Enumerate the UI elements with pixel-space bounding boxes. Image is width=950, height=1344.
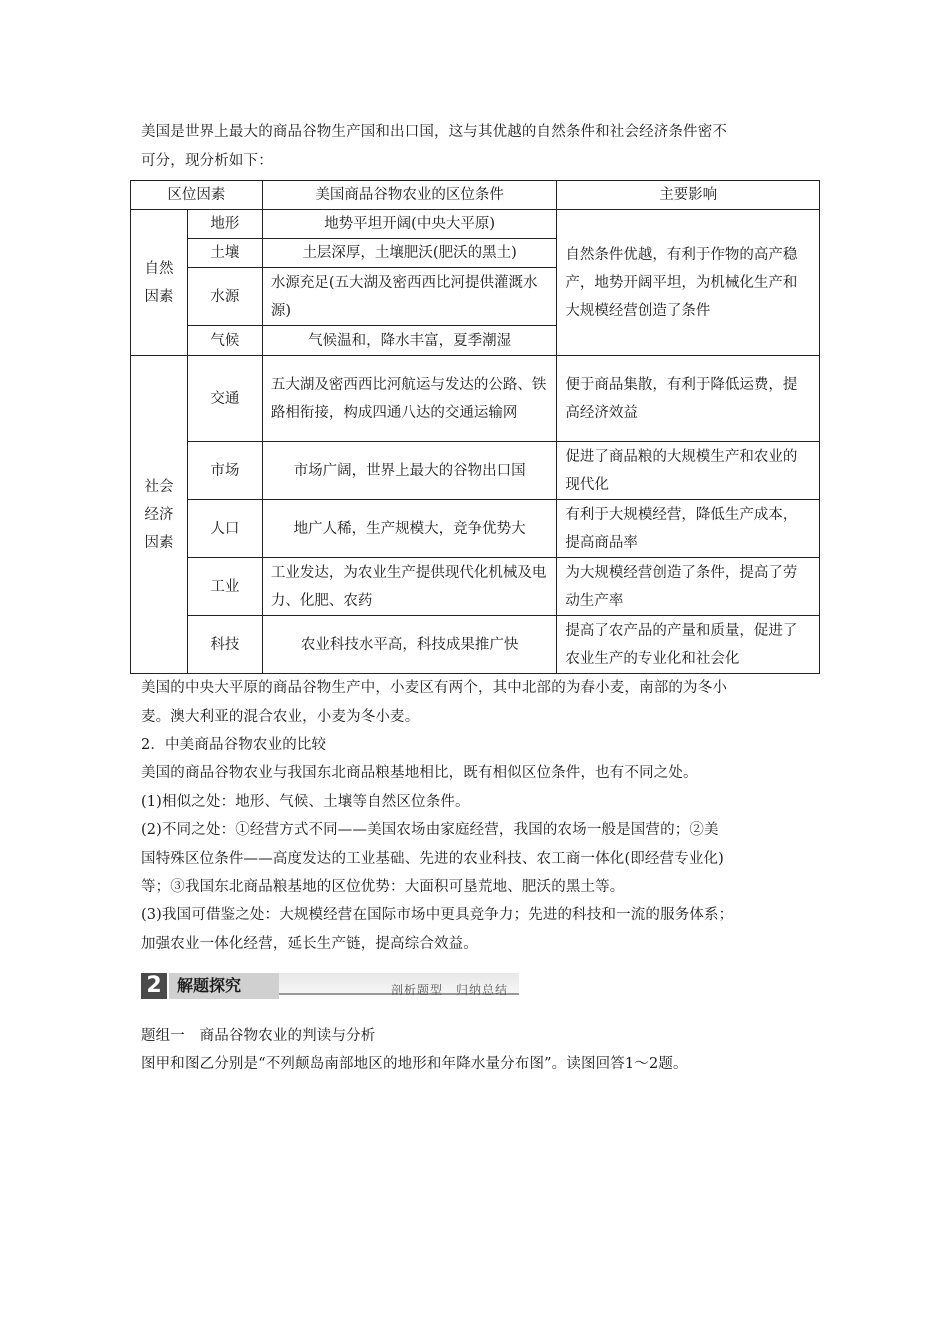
header-factor: 区位因素	[131, 181, 263, 210]
factor-climate: 气候	[187, 326, 262, 356]
impact-technology: 提高了农产品的产量和质量，促进了农业生产的专业化和社会化	[557, 616, 820, 674]
wheat-line-1: 美国的中央大平原的商品谷物生产中，小麦区有两个，其中北部的为春小麦，南部的为冬小	[141, 680, 727, 696]
comparison-paragraph: 美国的商品谷物农业与我国东北商品粮基地相比，既有相似区位条件，也有不同之处。	[141, 765, 698, 781]
condition-water: 水源充足(五大湖及密西西比河提供灌溉水源)	[262, 268, 557, 326]
section-banner	[141, 973, 521, 1001]
section-number: 2	[141, 973, 167, 999]
factor-population: 人口	[187, 500, 262, 558]
factor-technology: 科技	[187, 616, 262, 674]
lessons-line-2: 加强农业一体化经营，延长生产链，提高综合效益。	[141, 935, 478, 952]
impact-market: 促进了商品粮的大规模生产和农业的现代化	[557, 442, 820, 500]
intro-line-1: 美国是世界上最大的商品谷物生产国和出口国，这与其优越的自然条件和社会经济条件密不	[141, 124, 727, 140]
factor-transport: 交通	[187, 356, 262, 442]
differences-line-1: (2)不同之处：①经营方式不同——美国农场由家庭经营，我国的农场一般是国营的；②美	[141, 822, 719, 838]
condition-soil: 土层深厚，土壤肥沃(肥沃的黑土)	[262, 239, 557, 268]
header-condition: 美国商品谷物农业的区位条件	[262, 181, 557, 210]
factor-market: 市场	[187, 442, 262, 500]
condition-transport: 五大湖及密西西比河航运与发达的公路、铁路相衔接，构成四通八达的交通运输网	[262, 356, 557, 442]
factor-water: 水源	[187, 268, 262, 326]
factor-terrain: 地形	[187, 210, 262, 239]
question-instruction: 图甲和图乙分别是“不列颠岛南部地区的地形和年降水量分布图”。读图回答1～2题。	[141, 1056, 688, 1072]
group-title: 题组一 商品谷物农业的判读与分析	[141, 1028, 376, 1044]
differences-line-3: 等；③我国东北商品粮基地的区位优势：大面积可垦荒地、肥沃的黑土等。	[141, 879, 625, 895]
condition-terrain: 地势平坦开阔(中央大平原)	[262, 210, 557, 239]
differences-line-2: 国特殊区位条件——高度发达的工业基础、先进的农业科技、农工商一体化(即经营专业化)	[141, 850, 724, 867]
lessons-line-1: (3)我国可借鉴之处：大规模经营在国际市场中更具竞争力；先进的科技和一流的服务体系；	[141, 907, 734, 923]
location-factors-table	[130, 180, 820, 674]
factor-industry: 工业	[187, 558, 262, 616]
wheat-line-2: 麦。澳大利亚的混合农业，小麦为冬小麦。	[141, 708, 420, 725]
impact-natural: 自然条件优越，有利于作物的高产稳产，地势开阔平坦，为机械化生产和大规模经营创造了条件	[557, 210, 820, 356]
condition-climate: 气候温和，降水丰富，夏季潮湿	[262, 326, 557, 356]
group-social: 社会 经济 因素	[131, 356, 188, 674]
intro-paragraph	[141, 118, 831, 175]
differences-paragraph	[141, 816, 831, 902]
condition-market: 市场广阔，世界上最大的谷物出口国	[262, 442, 557, 500]
lessons-paragraph	[141, 901, 831, 958]
impact-transport: 便于商品集散，有利于降低运费，提高经济效益	[557, 356, 820, 442]
condition-population: 地广人稀，生产规模大，竞争优势大	[262, 500, 557, 558]
intro-line-2: 可分，现分析如下：	[141, 152, 273, 169]
section-subtitle: 剖析题型 归纳总结	[391, 983, 509, 997]
condition-technology: 农业科技水平高，科技成果推广快	[262, 616, 557, 674]
group-natural: 自然 因素	[131, 210, 188, 356]
impact-industry: 为大规模经营创造了条件，提高了劳动生产率	[557, 558, 820, 616]
wheat-paragraph	[141, 674, 831, 731]
header-impact: 主要影响	[557, 181, 820, 210]
factor-soil: 土壤	[187, 239, 262, 268]
impact-population: 有利于大规模经营，降低生产成本，提高商品率	[557, 500, 820, 558]
section-title: 解题探究	[169, 973, 279, 999]
similarities-paragraph: (1)相似之处：地形、气候、土壤等自然区位条件。	[141, 794, 470, 810]
condition-industry: 工业发达，为农业生产提供现代化机械及电力、化肥、农药	[262, 558, 557, 616]
comparison-heading: 2．中美商品谷物农业的比较	[141, 737, 327, 753]
